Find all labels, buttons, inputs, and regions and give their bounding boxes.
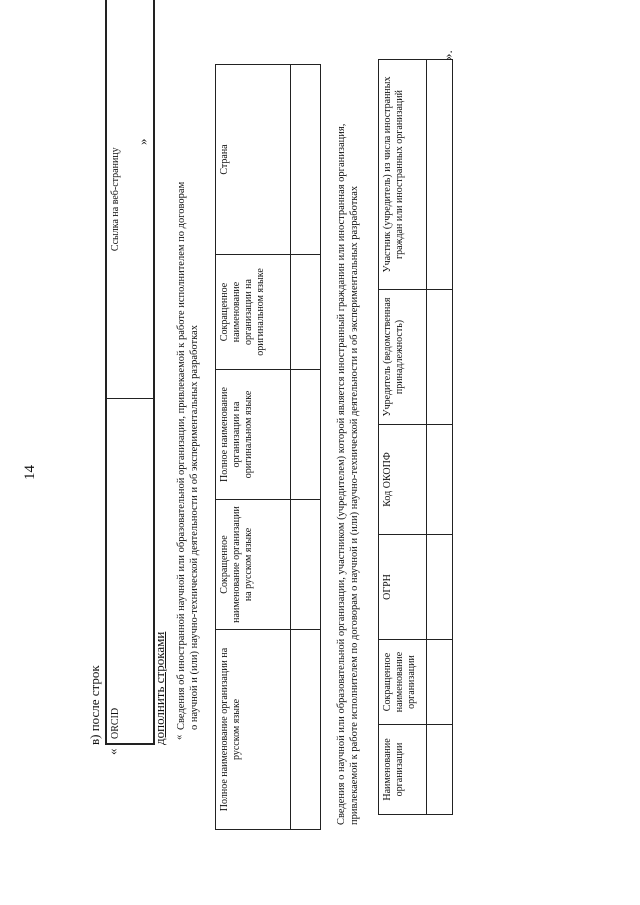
empty-cell — [291, 255, 321, 370]
quote-open: « — [105, 748, 120, 755]
empty-cell — [291, 500, 321, 630]
empty-cell — [427, 535, 453, 640]
col-founder: Учредитель (ведомственная принадлежность) — [379, 290, 427, 425]
empty-cell — [291, 65, 321, 255]
col-full-name-orig: Полное наименование организации на оригинальном языке — [216, 370, 291, 500]
empty-cell — [427, 290, 453, 425]
foreign-org-table — [215, 64, 321, 830]
empty-cell — [427, 725, 453, 815]
quote-close: » — [135, 138, 150, 145]
col-foreign-participant: Участник (учредитель) из числа иностранных граждан или иностранных организаций — [379, 60, 427, 290]
web-link-label: Ссылка на веб-страницу — [110, 147, 121, 252]
col-short-name: Сокращенное наименование организации — [379, 640, 427, 725]
orcid-label: ORCID — [110, 707, 121, 739]
foreign-quote-open: « — [174, 734, 185, 740]
col-org-name: Наименование организации — [379, 725, 427, 815]
web-link-cell — [106, 0, 154, 399]
empty-cell — [427, 425, 453, 535]
founder-quote-close: ». — [440, 50, 455, 60]
orcid-table — [105, 0, 155, 745]
col-full-name-ru: Полное наименование организации на русском языке — [216, 630, 291, 830]
foreign-block-text: Сведения об иностранной научной или образовательной организации, привлекаемой к работе исполнителем по договорам о научной и (или) научно-технической деятельности и об экспериментальных разработках — [176, 181, 200, 730]
empty-cell — [427, 60, 453, 290]
col-ogrn: ОГРН — [379, 535, 427, 640]
empty-cell — [291, 630, 321, 830]
founder-table — [378, 59, 453, 815]
col-country: Страна — [216, 65, 291, 255]
col-short-name-ru: Сокращенное наименование организации на русском языке — [216, 500, 291, 630]
section-b-title: в) после строк — [87, 665, 102, 745]
founder-block-text: Сведения о научной или образовательной организации, участником (учредителем) которой является иностранный гражданин или иностранная организация, привлекаемой к работе исполнителем по договорам о научной и (или) научно-технической деятельности и об экспериментальных разработках — [336, 123, 360, 825]
col-short-name-orig: Сокращенное наименование организации на оригинальном языке — [216, 255, 291, 370]
add-rows-label: дополнить строками — [152, 631, 167, 745]
orcid-cell — [106, 399, 154, 744]
empty-cell — [291, 370, 321, 500]
col-okopf: Код ОКОПФ — [379, 425, 427, 535]
page-number: 14 — [22, 465, 38, 480]
empty-cell — [427, 640, 453, 725]
